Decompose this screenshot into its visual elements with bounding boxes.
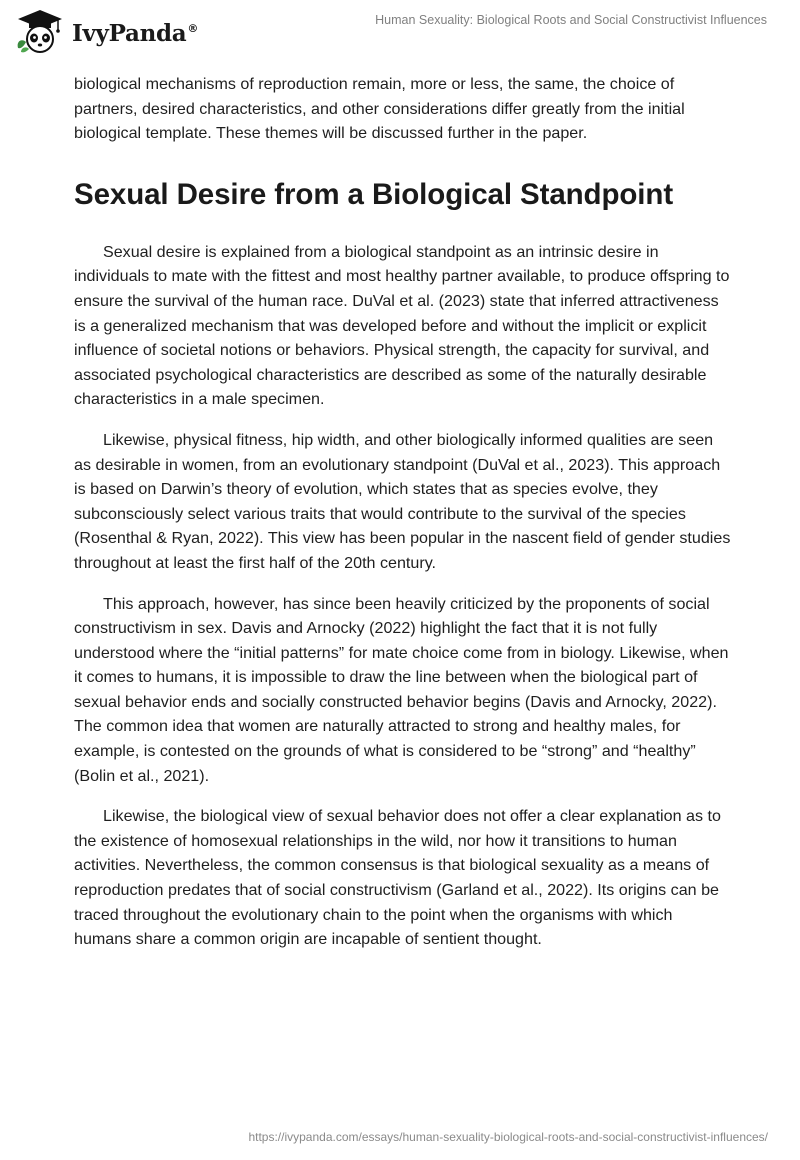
- section-heading: Sexual Desire from a Biological Standpoint: [74, 177, 674, 211]
- essay-content: [74, 72, 734, 968]
- ivypanda-logo[interactable]: [14, 8, 198, 54]
- source-url-link[interactable]: https://ivypanda.com/essays/human-sexuality-biological-roots-and-social-constructivist-influences/: [248, 1130, 768, 1144]
- body-paragraph: Likewise, the biological view of sexual behavior does not offer a clear explanation as to the existence of homosexual relationships in the wild, nor how it transitions to human activities. Nevertheless, the common consensus is that biological sexuality as a means of reproduction predates that of social constructivism (Garland et al., 2022). Its origins can be traced throughout the evolutionary chain to the point when the organisms with which humans share a common origin are incapable of sentient thought.: [74, 807, 721, 949]
- intro-paragraph: biological mechanisms of reproduction remain, more or less, the same, the choice of partners, desired characteristics, and other considerations differ greatly from the initial biological template. These themes will be discussed further in the paper.: [74, 75, 685, 143]
- body-paragraph: Likewise, physical fitness, hip width, and other biologically informed qualities are seen as desirable in women, from an evolutionary standpoint (DuVal et al., 2023). This approach is based on Darwin’s theory of evolution, which states that as species evolve, they subconsciously select various traits that would contribute to the survival of the species (Rosenthal & Ryan, 2022). This view has been popular in the nascent field of gender studies throughout at least the first half of the 20th century.: [74, 430, 731, 572]
- running-title: Human Sexuality: Biological Roots and Social Constructivist Influences: [375, 13, 767, 27]
- body-paragraph: Sexual desire is explained from a biological standpoint as an intrinsic desire in individuals to mate with the fittest and most healthy partner available, to produce offspring to ensure the survival of the human race. DuVal et al. (2023) state that inferred attractiveness is a generalized mechanism that was developed before and without the implicit or explicit influence of societal notions or behaviors. Physical strength, the capacity for survival, and associated psychological characteristics are described as some of the naturally desirable characteristics in a male specimen.: [74, 242, 730, 409]
- body-paragraph: This approach, however, has since been heavily criticized by the proponents of social constructivism in sex. Davis and Arnocky (2022) highlight the fact that it is not fully understood where the “initial patterns” for mate choice come from in biology. Likewise, when it comes to humans, it is impossible to draw the line between when the biological part of sexual behavior ends and socially constructed behavior begins (Davis and Arnocky, 2022). The common idea that women are naturally attracted to strong and healthy males, for example, is contested on the grounds of what is considered to be “strong” and “healthy” (Bolin et al., 2021).: [74, 594, 729, 785]
- page-header: [0, 0, 800, 62]
- panda-graduation-cap-logo-icon: [14, 8, 66, 54]
- brand-name: IvyPanda®: [72, 19, 199, 47]
- registered-mark: ®: [187, 21, 199, 35]
